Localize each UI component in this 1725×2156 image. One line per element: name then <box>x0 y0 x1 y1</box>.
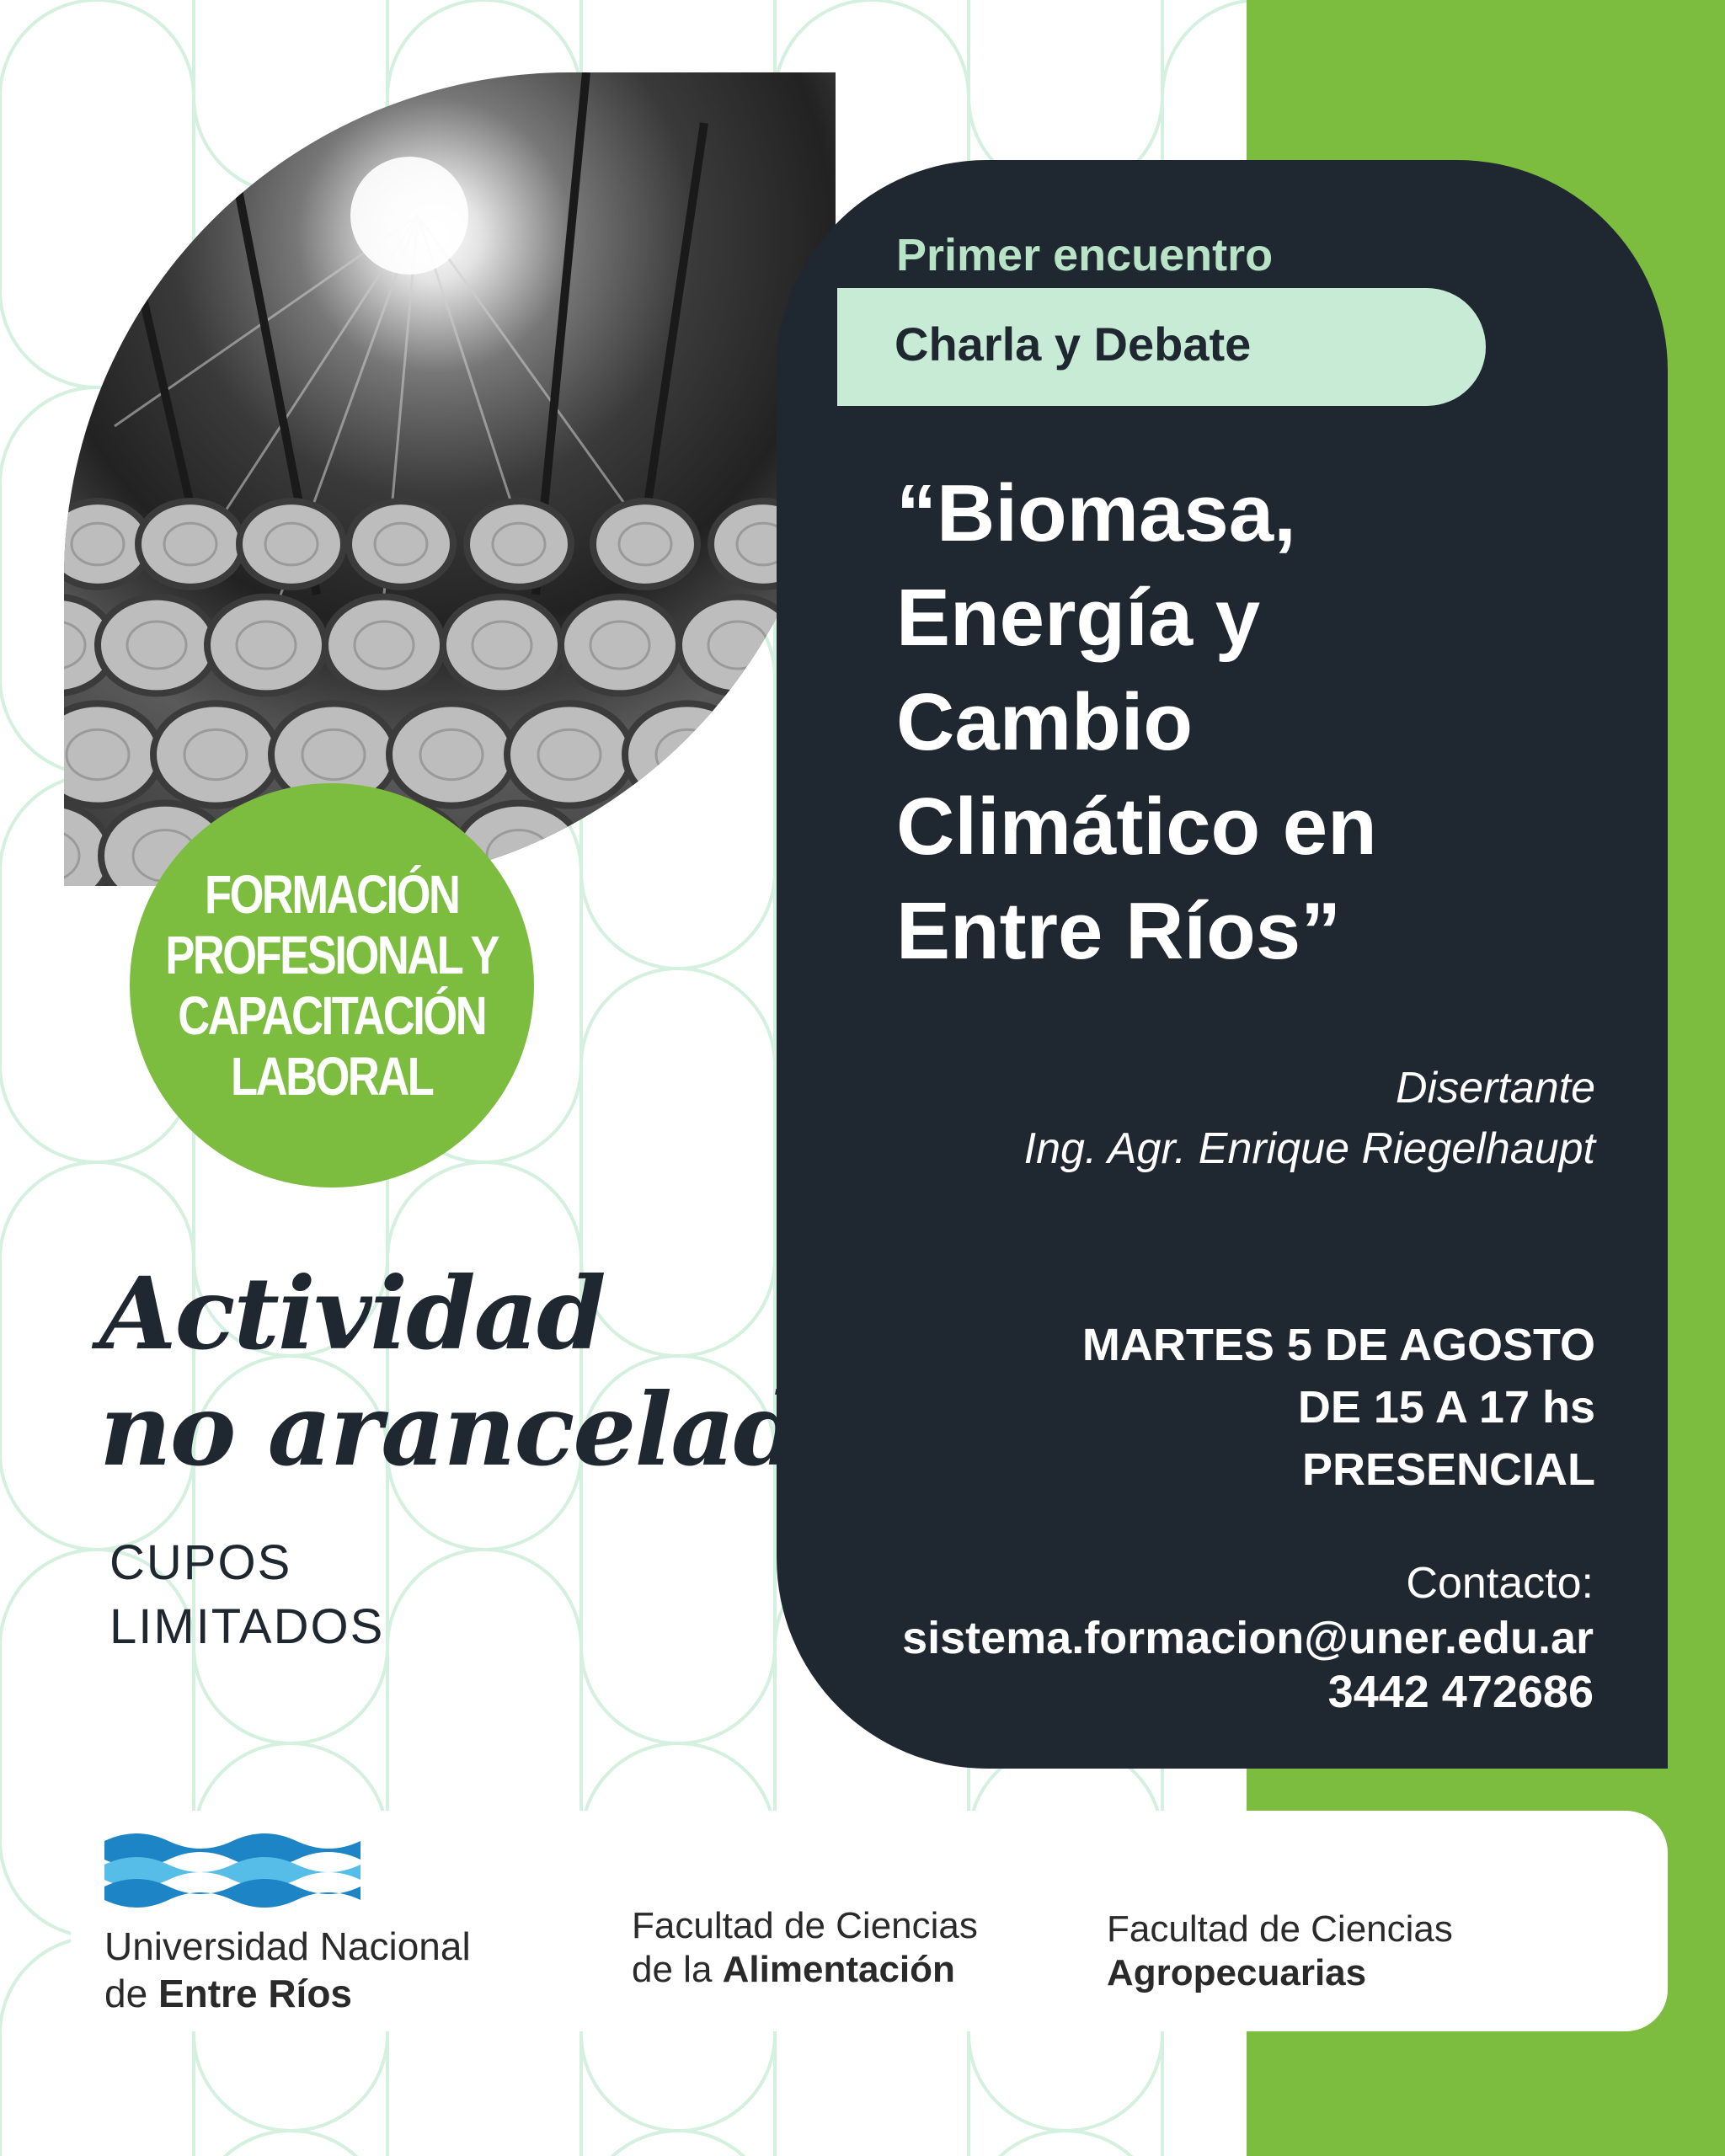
log-end <box>561 597 679 694</box>
log-end <box>507 703 632 805</box>
date-block <box>1082 1314 1595 1501</box>
university-name-line2 <box>104 1971 352 2016</box>
event-time: DE 15 A 17 hs <box>1297 1382 1595 1433</box>
pattern-arch <box>387 1550 581 1743</box>
badge-line: FORMACIÓN <box>205 864 459 925</box>
title-line: Climático en <box>896 782 1377 872</box>
pattern-arch <box>581 1162 775 1356</box>
log-end <box>153 703 278 805</box>
faculty-food-line2 <box>632 1949 955 1991</box>
log-end <box>325 597 443 694</box>
pattern-arch <box>581 1550 775 1743</box>
speaker-label: Disertante <box>1396 1064 1595 1113</box>
log-end <box>593 501 697 587</box>
log-end <box>573 803 701 886</box>
limited-seats-line2: LIMITADOS <box>109 1599 385 1654</box>
limited-seats <box>109 1531 384 1659</box>
pattern-arch <box>194 2131 387 2156</box>
log-end <box>443 597 561 694</box>
speaker-name: Ing. Agr. Enrique Riegelhaupt <box>1023 1124 1595 1173</box>
contact-label: Contacto: <box>1406 1559 1594 1608</box>
free-activity-line2: no arancelada <box>99 1371 864 1488</box>
title-line: Cambio <box>896 677 1194 767</box>
contact-phone[interactable]: 3442 472686 <box>1327 1667 1594 1717</box>
pattern-arch <box>581 2131 775 2156</box>
event-date: MARTES 5 DE AGOSTO <box>1081 1320 1595 1370</box>
university-waves-logo-icon <box>104 1826 360 1912</box>
log-end <box>625 703 750 805</box>
free-activity-line1: Actividad <box>99 1255 605 1372</box>
log-end <box>98 597 216 694</box>
badge-text <box>166 864 499 1107</box>
limited-seats-line1: CUPOS <box>109 1535 292 1590</box>
faculty-food-line1: Facultad de Ciencias <box>632 1905 978 1946</box>
title-line: Energía y <box>896 573 1261 663</box>
university-prefix: de <box>104 1972 158 2015</box>
event-modality: PRESENCIAL <box>1301 1444 1595 1495</box>
university-name-line1: Universidad Nacional <box>104 1924 471 1968</box>
format-pill <box>837 288 1486 406</box>
event-kicker: Primer encuentro <box>896 230 1274 280</box>
training-badge <box>130 783 534 1187</box>
log-end <box>349 501 453 587</box>
log-end <box>64 703 160 805</box>
forest-logs-illustration <box>64 72 836 886</box>
badge-line: PROFESIONAL Y <box>165 925 499 985</box>
faculty-agro-line1: Facultad de Ciencias <box>1107 1908 1453 1950</box>
log-end <box>207 597 325 694</box>
pattern-arch <box>0 2131 194 2156</box>
event-title <box>896 462 1604 984</box>
pattern-arch <box>387 2131 581 2156</box>
faculty-food-prefix: de la <box>632 1949 723 1990</box>
badge-line: CAPACITACIÓN <box>178 985 486 1046</box>
format-label: Charla y Debate <box>895 318 1252 371</box>
pattern-arch <box>581 969 775 1162</box>
faculty-food-bold: Alimentación <box>722 1949 955 1990</box>
faculty-agro-line2: Agropecuarias <box>1107 1952 1367 1993</box>
pattern-arch <box>775 2131 969 2156</box>
title-line: “Biomasa, <box>896 468 1296 558</box>
title-line: Entre Ríos” <box>896 886 1342 976</box>
log-end <box>389 703 514 805</box>
university-bold: Entre Ríos <box>158 1972 352 2015</box>
log-end <box>138 501 243 587</box>
log-end <box>239 501 344 587</box>
log-end <box>467 501 571 587</box>
pattern-arch <box>969 2131 1162 2156</box>
badge-line: LABORAL <box>231 1046 433 1107</box>
forest-logs-photo <box>64 72 836 886</box>
contact-email[interactable]: sistema.formacion@uner.edu.ar <box>902 1613 1594 1663</box>
